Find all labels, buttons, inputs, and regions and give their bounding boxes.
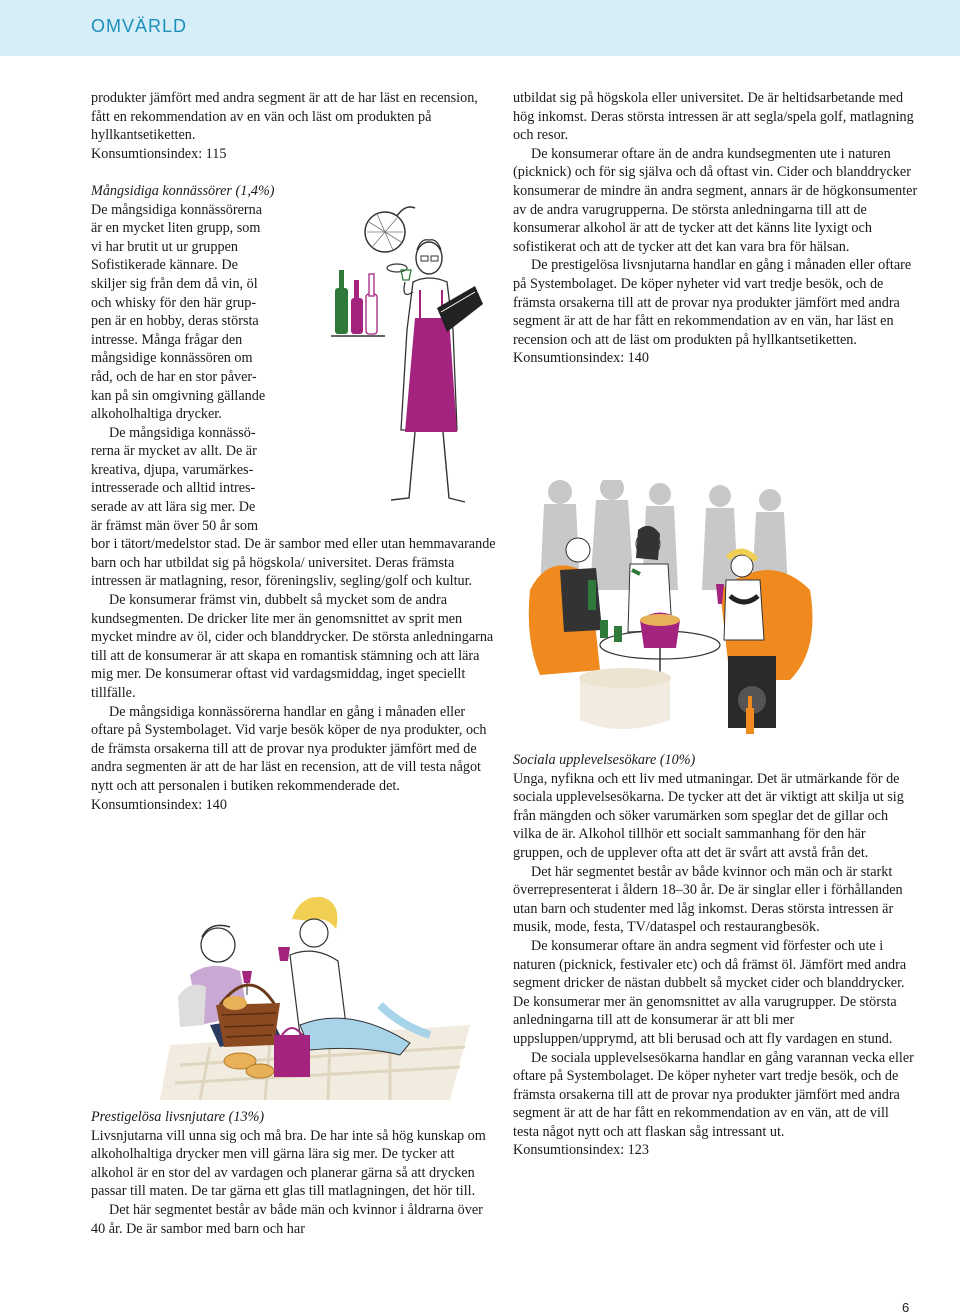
paragraph: De mångsidiga konnässörerna handlar en gång i månaden eller oftare på Systembolaget. Vid varje besök köper de nya produkter, och de främsta orsakerna till att de provar nya produkter jämfört med de andra segmenten är att de har läst en recension, att de vill testa något nytt och att personalen i butiken rekommenderade det. — [91, 703, 487, 794]
right-column-bottom — [513, 751, 918, 1160]
text-line: alkoholhaltiga drycker. — [91, 406, 222, 423]
consumption-index: Konsumtionsindex: 115 — [91, 145, 227, 162]
text-line: rerna är mycket av allt. De är — [91, 443, 257, 460]
text-line: intresserade och alltid intres- — [91, 480, 256, 497]
paragraph: Livsnjutarna vill unna sig och må bra. De har inte så hög kunskap om alkoholhaltiga drycker men vill gärna lära sig mer. De tycker att alkohol är en stor del av vardagen och planerar gärna så att drycken passar till maten. De tar gärna ett glas till matlagningen, det hör till. — [91, 1127, 486, 1200]
sommelier-illustration — [325, 200, 490, 510]
paragraph: De konsumerar oftare än de andra kundsegmenten ute i naturen (picknick) och för sig själva och då oftast vin. Cider och blanddrycker konsumerar de mindre än andra segment, annars är de högkonsumenter av de andra varugrupperna. De största anledningarna till att de konsumerar alkohol är att de tycker att det känns lite lyxigt och sofistikerat och att de tycker att det kan vara bra för hälsan. — [513, 145, 918, 255]
paragraph: Det här segmentet består av både kvinnor och män och är starkt överrepresenterat i åldern 18–30 år. De är singlar eller i förhållanden utan barn och studenter med låg inkomst. Deras största intressen är musik, mode, festa, TV/dataspel och restaurangbesök. — [513, 863, 903, 936]
picnic-couple-illustration — [150, 875, 495, 1100]
text-line: kreativa, djupa, varumärkes- — [91, 461, 254, 478]
paragraph: utbildat sig på högskola eller universitet. De är heltidsarbetande med hög inkomst. Deras största intressen är att segla/spela golf, matlagning och resor. — [513, 90, 914, 144]
segment-heading: Prestigelösa livsnjutare (13%) — [91, 1109, 265, 1125]
text-line: är främst män över 50 år som — [91, 517, 259, 534]
consumption-index: Konsumtionsindex: 123 — [513, 1142, 649, 1159]
consumption-index: Konsumtionsindex: 140 — [513, 350, 649, 367]
text-line: skiljer sig från dem då vin, öl — [91, 275, 258, 292]
right-column-top — [513, 89, 918, 368]
section-title: OMVÄRLD — [91, 16, 188, 36]
paragraph: De sociala upplevelsesökarna handlar en gång varannan vecka eller oftare på Systembolaget. De köper nyheter vart tredje besök, och de främsta orsakerna till att de provar nya produkter jämfört med andra segment är att de har fått en rekommendation av en vän, att de vill testa något nytt och att flaskan såg intressant ut. — [513, 1049, 914, 1140]
text-line: serade av att lära sig mer. De — [91, 499, 256, 516]
text-line: pen är en hobby, deras största — [91, 313, 259, 330]
narrow-text-block — [91, 201, 313, 536]
paragraph: produkter jämfört med andra segment är att de har läst en recension, fått en rekommendation av en vän och läst om produkten på hyllkantsetiketten. — [91, 90, 478, 144]
paragraph: De konsumerar främst vin, dubbelt så mycket som de andra kundsegmenten. De dricker lite mer än genomsnittet av sprit men mycket mindre av öl, cider och blanddrycker. De största anledningarna till att de konsumerar är att skapa en romantisk stämning och att lära mig mer. De konsumerar oftast vid vardagsmiddag, inget speciellt tillfälle. — [91, 592, 494, 701]
segment-heading: Sociala upplevelsesökare (10%) — [513, 752, 696, 768]
paragraph: De prestigelösa livsnjutarna handlar en gång i månaden eller oftare på Systembolaget. De köper nyheter vid vart tredje besök, och de främsta orsakerna till att de provar nya produkter jämfört med andra segment är att de har fått en rekommendation av en vän, har läst en recension och att de läst om produkten på hyllkantsetiketten. — [513, 257, 912, 348]
text-line: mångsidige konnässören om — [91, 350, 253, 367]
text-line: kan på sin omgivning gällande — [91, 387, 266, 404]
text-line: Sofistikerade kännare. De — [91, 257, 238, 274]
left-column-bottom — [91, 1108, 496, 1238]
text-line: De mångsidiga konnässö- — [109, 424, 256, 441]
page-number: 6 — [902, 1300, 910, 1315]
party-friends-illustration — [520, 480, 820, 740]
text-line: råd, och de har en stor påver- — [91, 368, 257, 385]
consumption-index: Konsumtionsindex: 140 — [91, 796, 227, 813]
text-line: intresse. Många frågar den — [91, 331, 243, 348]
paragraph: De konsumerar oftare än andra segment vid förfester och ute i naturen (picknick, festivaler etc) och då främst öl. Jämfört med andra segment dricker de nästan dubbelt så mycket cider och blanddrycker. De konsumerar mer än genomsnittet av alla varugrupper. De största anledningarna till att de konsumerar är att bli mer uppsluppen/upprymd, att bli berusad och att fly vardagen en stund. — [513, 937, 907, 1047]
text-line: är en mycket liten grupp, som — [91, 220, 261, 237]
section-header-bar — [0, 0, 960, 56]
text-line: vi har brutit ut ur gruppen — [91, 238, 238, 255]
paragraph: Det här segmentet består av både män och kvinnor i åldrarna över 40 år. De är sambor med barn och har — [91, 1201, 483, 1237]
segment-heading: Mångsidiga konnässörer (1,4%) — [91, 182, 275, 199]
text-line: och whisky för den här grup- — [91, 294, 257, 311]
text-line: De mångsidiga konnässörerna — [91, 201, 262, 218]
paragraph: bor i tätort/medelstor stad. De är sambor med eller utan hemmavarande barn och har utbildat sig på högskola/ universitet. Deras främsta intressen är matlagning, resor, föreningsliv, segling/golf och kultur. — [91, 536, 496, 590]
paragraph: Unga, nyfikna och ett liv med utmaningar. Det är utmärkande för de sociala upplevelsesökarna. De tycker att det är viktigt att skilja ut sig från mängden och söker varumärken som speglar det de gillar och vilka de är. Alkohol tillhör ett socialt sammanhang för den här gruppen, och de upplever ofta att det är svårt att avstå från det. — [513, 770, 904, 861]
